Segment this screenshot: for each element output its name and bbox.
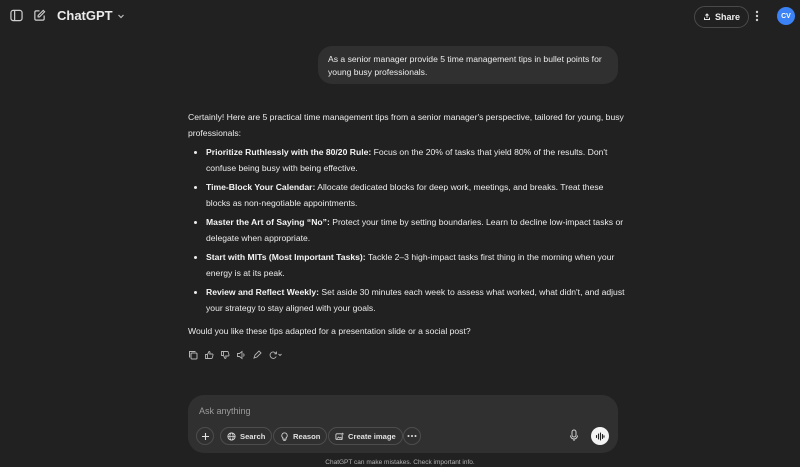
search-button[interactable] <box>220 427 272 445</box>
tip-title: Prioritize Ruthlessly with the 80/20 Rule: <box>206 147 372 157</box>
share-button[interactable] <box>694 6 749 28</box>
image-brush-icon <box>335 432 344 441</box>
create-image-button[interactable] <box>328 427 403 445</box>
list-item <box>206 250 628 281</box>
tip-title: Start with MITs (Most Important Tasks): <box>206 252 366 262</box>
lightbulb-icon <box>280 432 289 441</box>
tip-text: Protect your time by setting boundaries. Learn to decline low-impact tasks or delegate when appropriate. <box>206 217 624 243</box>
assistant-intro: Certainly! Here are 5 practical time management tips from a senior manager's perspective, tailored for young, busy professionals: <box>188 112 624 138</box>
create-image-label: Create image <box>348 431 396 441</box>
regenerate-icon[interactable] <box>268 350 282 360</box>
assistant-closing: Would you like these tips adapted for a presentation slide or a social post? <box>188 326 471 336</box>
tips-list <box>188 145 628 316</box>
user-message: As a senior manager provide 5 time management tips in bullet points for young busy professionals. <box>318 46 618 84</box>
list-item <box>206 180 628 211</box>
tip-text: Focus on the 20% of tasks that yield 80% of the results. Don't confuse being busy with being effective. <box>206 147 608 173</box>
tip-text: Set aside 30 minutes each week to assess what worked, what didn't, and adjust your strategy to stay aligned with your goals. <box>206 287 625 313</box>
attach-button[interactable] <box>196 427 214 445</box>
tip-title: Time-Block Your Calendar: <box>206 182 316 192</box>
avatar[interactable]: CV <box>777 7 795 25</box>
share-label: Share <box>715 12 741 22</box>
read-aloud-icon[interactable] <box>236 350 246 360</box>
more-tools-button[interactable] <box>403 427 421 445</box>
microphone-icon[interactable] <box>569 429 579 442</box>
globe-icon <box>227 432 236 441</box>
assistant-message <box>188 110 628 320</box>
new-chat-icon[interactable] <box>33 9 46 22</box>
model-selector[interactable] <box>57 8 125 23</box>
disclaimer: ChatGPT can make mistakes. Check important info. <box>325 459 475 466</box>
list-item <box>206 285 628 316</box>
message-actions <box>188 350 282 360</box>
reason-label: Reason <box>293 431 321 441</box>
search-label: Search <box>240 431 266 441</box>
voice-mode-button[interactable] <box>591 427 609 445</box>
model-name: ChatGPT <box>57 8 113 23</box>
more-options-icon[interactable] <box>755 10 759 22</box>
thumbs-down-icon[interactable] <box>220 350 230 360</box>
sidebar-toggle-icon[interactable] <box>10 9 23 22</box>
copy-icon[interactable] <box>188 350 198 360</box>
tip-title: Review and Reflect Weekly: <box>206 287 320 297</box>
thumbs-up-icon[interactable] <box>204 350 214 360</box>
edit-in-canvas-icon[interactable] <box>252 350 262 360</box>
share-icon <box>703 13 711 21</box>
tip-text: Tackle 2–3 high-impact tasks first thing in the morning when your energy is at its peak. <box>206 252 615 278</box>
tip-text: Allocate dedicated blocks for deep work, meetings, and breaks. Treat these blocks as non-negotiable appointments. <box>206 182 604 208</box>
plus-icon <box>201 432 210 441</box>
ellipsis-icon <box>407 434 417 438</box>
reason-button[interactable] <box>273 427 327 445</box>
chevron-down-icon <box>117 12 125 20</box>
list-item <box>206 215 628 246</box>
prompt-input[interactable]: Ask anything <box>199 406 251 416</box>
waveform-icon <box>595 432 605 441</box>
tip-title: Master the Art of Saying “No”: <box>206 217 330 227</box>
list-item <box>206 145 628 176</box>
